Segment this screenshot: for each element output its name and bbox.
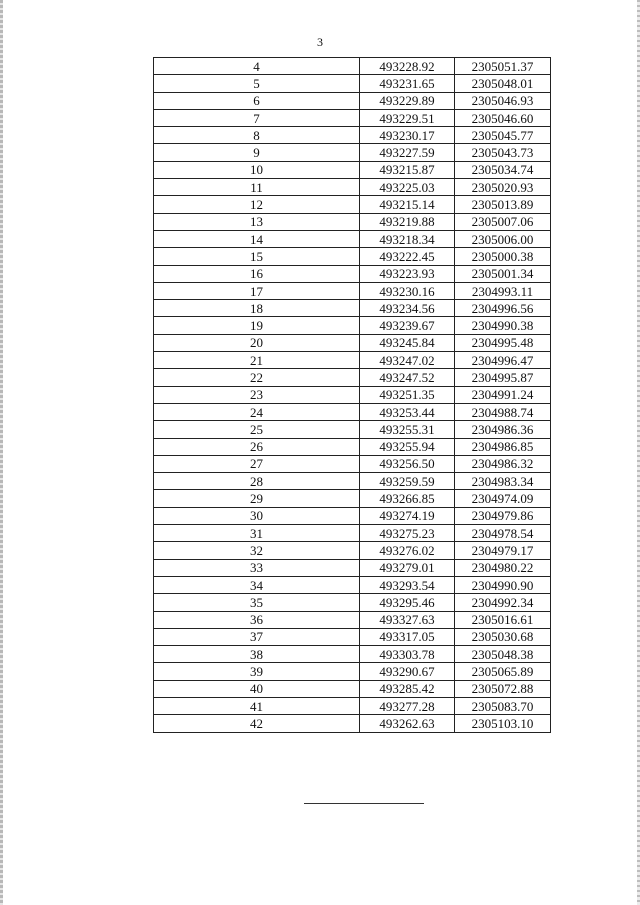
point-number-cell: 36 (154, 611, 360, 628)
y-coordinate-cell: 2304983.34 (455, 473, 551, 490)
point-number-cell: 38 (154, 646, 360, 663)
scan-left-edge (0, 0, 3, 905)
table-row (154, 196, 551, 213)
x-coordinate-cell: 493276.02 (360, 542, 455, 559)
point-number-cell: 27 (154, 455, 360, 472)
y-coordinate-cell: 2304986.32 (455, 455, 551, 472)
y-coordinate-cell: 2305034.74 (455, 161, 551, 178)
y-coordinate-cell: 2305048.38 (455, 646, 551, 663)
y-coordinate-cell: 2304986.85 (455, 438, 551, 455)
point-number-cell: 33 (154, 559, 360, 576)
x-coordinate-cell: 493255.31 (360, 421, 455, 438)
x-coordinate-cell: 493317.05 (360, 628, 455, 645)
x-coordinate-cell: 493275.23 (360, 525, 455, 542)
point-number-cell: 6 (154, 92, 360, 109)
x-coordinate-cell: 493277.28 (360, 697, 455, 714)
x-coordinate-cell: 493222.45 (360, 248, 455, 265)
y-coordinate-cell: 2304980.22 (455, 559, 551, 576)
table-row (154, 334, 551, 351)
y-coordinate-cell: 2305000.38 (455, 248, 551, 265)
table-row (154, 317, 551, 334)
table-row (154, 386, 551, 403)
table-row (154, 507, 551, 524)
point-number-cell: 42 (154, 715, 360, 732)
table-row (154, 611, 551, 628)
y-coordinate-cell: 2304993.11 (455, 282, 551, 299)
y-coordinate-cell: 2305051.37 (455, 58, 551, 75)
x-coordinate-cell: 493290.67 (360, 663, 455, 680)
x-coordinate-cell: 493266.85 (360, 490, 455, 507)
y-coordinate-cell: 2305046.60 (455, 109, 551, 126)
coordinates-table-body (154, 58, 551, 733)
table-row (154, 248, 551, 265)
y-coordinate-cell: 2304996.47 (455, 352, 551, 369)
x-coordinate-cell: 493215.87 (360, 161, 455, 178)
y-coordinate-cell: 2305016.61 (455, 611, 551, 628)
table-row (154, 58, 551, 75)
x-coordinate-cell: 493218.34 (360, 230, 455, 247)
point-number-cell: 29 (154, 490, 360, 507)
x-coordinate-cell: 493253.44 (360, 403, 455, 420)
table-row (154, 265, 551, 282)
x-coordinate-cell: 493285.42 (360, 680, 455, 697)
point-number-cell: 41 (154, 697, 360, 714)
y-coordinate-cell: 2304992.34 (455, 594, 551, 611)
y-coordinate-cell: 2304979.17 (455, 542, 551, 559)
y-coordinate-cell: 2305020.93 (455, 179, 551, 196)
table-row (154, 213, 551, 230)
table-row (154, 230, 551, 247)
table-row (154, 594, 551, 611)
end-rule-line (304, 803, 424, 804)
table-row (154, 421, 551, 438)
table-row (154, 576, 551, 593)
x-coordinate-cell: 493230.17 (360, 127, 455, 144)
point-number-cell: 30 (154, 507, 360, 524)
x-coordinate-cell: 493303.78 (360, 646, 455, 663)
x-coordinate-cell: 493245.84 (360, 334, 455, 351)
y-coordinate-cell: 2304995.87 (455, 369, 551, 386)
y-coordinate-cell: 2304988.74 (455, 403, 551, 420)
x-coordinate-cell: 493262.63 (360, 715, 455, 732)
point-number-cell: 19 (154, 317, 360, 334)
table-row (154, 300, 551, 317)
x-coordinate-cell: 493293.54 (360, 576, 455, 593)
point-number-cell: 23 (154, 386, 360, 403)
point-number-cell: 22 (154, 369, 360, 386)
x-coordinate-cell: 493229.89 (360, 92, 455, 109)
x-coordinate-cell: 493229.51 (360, 109, 455, 126)
point-number-cell: 7 (154, 109, 360, 126)
point-number-cell: 34 (154, 576, 360, 593)
y-coordinate-cell: 2305013.89 (455, 196, 551, 213)
table-row (154, 628, 551, 645)
table-row (154, 697, 551, 714)
point-number-cell: 26 (154, 438, 360, 455)
table-row (154, 715, 551, 732)
y-coordinate-cell: 2304978.54 (455, 525, 551, 542)
table-row (154, 92, 551, 109)
point-number-cell: 8 (154, 127, 360, 144)
table-row (154, 109, 551, 126)
table-row (154, 403, 551, 420)
x-coordinate-cell: 493295.46 (360, 594, 455, 611)
y-coordinate-cell: 2304990.90 (455, 576, 551, 593)
y-coordinate-cell: 2305072.88 (455, 680, 551, 697)
point-number-cell: 31 (154, 525, 360, 542)
table-row (154, 369, 551, 386)
x-coordinate-cell: 493227.59 (360, 144, 455, 161)
point-number-cell: 12 (154, 196, 360, 213)
x-coordinate-cell: 493231.65 (360, 75, 455, 92)
x-coordinate-cell: 493219.88 (360, 213, 455, 230)
point-number-cell: 16 (154, 265, 360, 282)
table-row (154, 282, 551, 299)
table-row (154, 646, 551, 663)
table-row (154, 525, 551, 542)
x-coordinate-cell: 493225.03 (360, 179, 455, 196)
x-coordinate-cell: 493259.59 (360, 473, 455, 490)
x-coordinate-cell: 493255.94 (360, 438, 455, 455)
point-number-cell: 39 (154, 663, 360, 680)
table-row (154, 127, 551, 144)
table-row (154, 559, 551, 576)
y-coordinate-cell: 2305083.70 (455, 697, 551, 714)
point-number-cell: 14 (154, 230, 360, 247)
x-coordinate-cell: 493228.92 (360, 58, 455, 75)
table-row (154, 663, 551, 680)
page-number: 3 (317, 35, 323, 49)
y-coordinate-cell: 2305065.89 (455, 663, 551, 680)
y-coordinate-cell: 2305007.06 (455, 213, 551, 230)
y-coordinate-cell: 2305045.77 (455, 127, 551, 144)
y-coordinate-cell: 2304990.38 (455, 317, 551, 334)
y-coordinate-cell: 2304979.86 (455, 507, 551, 524)
table-row (154, 179, 551, 196)
y-coordinate-cell: 2305006.00 (455, 230, 551, 247)
y-coordinate-cell: 2304974.09 (455, 490, 551, 507)
point-number-cell: 17 (154, 282, 360, 299)
y-coordinate-cell: 2304995.48 (455, 334, 551, 351)
point-number-cell: 20 (154, 334, 360, 351)
y-coordinate-cell: 2305030.68 (455, 628, 551, 645)
table-row (154, 75, 551, 92)
point-number-cell: 28 (154, 473, 360, 490)
point-number-cell: 40 (154, 680, 360, 697)
table-row (154, 161, 551, 178)
point-number-cell: 18 (154, 300, 360, 317)
table-row (154, 438, 551, 455)
x-coordinate-cell: 493251.35 (360, 386, 455, 403)
y-coordinate-cell: 2305048.01 (455, 75, 551, 92)
point-number-cell: 10 (154, 161, 360, 178)
table-row (154, 490, 551, 507)
point-number-cell: 37 (154, 628, 360, 645)
x-coordinate-cell: 493239.67 (360, 317, 455, 334)
point-number-cell: 5 (154, 75, 360, 92)
point-number-cell: 15 (154, 248, 360, 265)
point-number-cell: 13 (154, 213, 360, 230)
x-coordinate-cell: 493247.02 (360, 352, 455, 369)
point-number-cell: 21 (154, 352, 360, 369)
y-coordinate-cell: 2305103.10 (455, 715, 551, 732)
table-row (154, 352, 551, 369)
table-row (154, 455, 551, 472)
x-coordinate-cell: 493279.01 (360, 559, 455, 576)
y-coordinate-cell: 2305043.73 (455, 144, 551, 161)
x-coordinate-cell: 493247.52 (360, 369, 455, 386)
x-coordinate-cell: 493230.16 (360, 282, 455, 299)
point-number-cell: 32 (154, 542, 360, 559)
y-coordinate-cell: 2304991.24 (455, 386, 551, 403)
x-coordinate-cell: 493274.19 (360, 507, 455, 524)
coordinates-table (153, 57, 551, 733)
point-number-cell: 9 (154, 144, 360, 161)
table-row (154, 144, 551, 161)
x-coordinate-cell: 493234.56 (360, 300, 455, 317)
table-row (154, 473, 551, 490)
x-coordinate-cell: 493327.63 (360, 611, 455, 628)
x-coordinate-cell: 493256.50 (360, 455, 455, 472)
point-number-cell: 35 (154, 594, 360, 611)
x-coordinate-cell: 493215.14 (360, 196, 455, 213)
table-row (154, 680, 551, 697)
y-coordinate-cell: 2304986.36 (455, 421, 551, 438)
y-coordinate-cell: 2305001.34 (455, 265, 551, 282)
point-number-cell: 4 (154, 58, 360, 75)
y-coordinate-cell: 2304996.56 (455, 300, 551, 317)
point-number-cell: 25 (154, 421, 360, 438)
point-number-cell: 11 (154, 179, 360, 196)
table-row (154, 542, 551, 559)
x-coordinate-cell: 493223.93 (360, 265, 455, 282)
point-number-cell: 24 (154, 403, 360, 420)
y-coordinate-cell: 2305046.93 (455, 92, 551, 109)
